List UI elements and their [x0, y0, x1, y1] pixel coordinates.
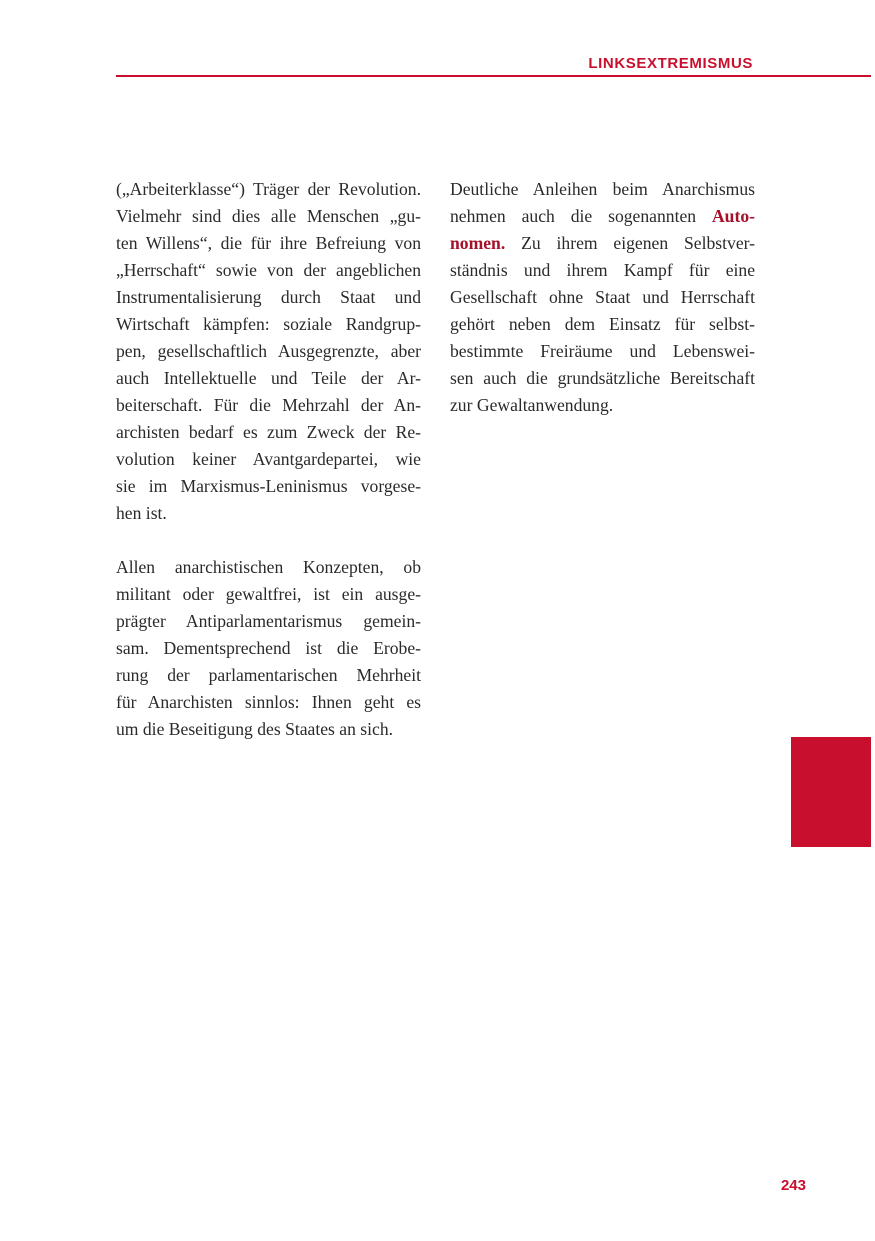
text-line: militant oder gewaltfrei, ist ein ausge- — [116, 584, 421, 604]
running-head-title: LINKSEXTREMISMUS — [588, 55, 753, 72]
text-line: archisten bedarf es zum Zweck der Re- — [116, 422, 421, 442]
text-line — [450, 203, 755, 230]
text-line: sen auch die grundsätzliche Bereitschaft — [450, 368, 755, 388]
text-line: gehört neben dem Einsatz für selbst- — [450, 314, 755, 334]
text-line: Allen anarchistischen Konzepten, ob — [116, 557, 421, 577]
text-line: sam. Dementsprechend ist die Erobe- — [116, 638, 421, 658]
text-line: Wirtschaft kämpfen: soziale Randgrup- — [116, 314, 421, 334]
text-line: sie im Marxismus-Leninismus vorgese- — [116, 476, 421, 496]
right-column — [450, 176, 755, 419]
text-line: zur Gewaltanwendung. — [450, 395, 614, 415]
text-fragment: nehmen auch die sogenannten — [450, 206, 697, 226]
text-line: pen, gesellschaftlich Ausgegrenzte, aber — [116, 341, 421, 361]
keyword-autonomen-part1: Auto- — [711, 206, 755, 226]
keyword-autonomen-part2: nomen. — [450, 233, 506, 253]
text-line: hen ist. — [116, 503, 167, 523]
text-line: für Anarchisten sinnlos: Ihnen geht es — [116, 692, 421, 712]
text-fragment: Zu ihrem eigenen Selbstver- — [521, 233, 755, 253]
text-line: („Arbeiterklasse“) Träger der Revolution. — [116, 179, 421, 199]
paragraph-antiparliamentarism — [116, 554, 421, 743]
paragraph-anarchism-revolution — [116, 176, 421, 527]
paragraph-autonomous — [450, 176, 755, 419]
text-line: auch Intellektuelle und Teile der Ar- — [116, 368, 421, 388]
text-line: beiterschaft. Für die Mehrzahl der An- — [116, 395, 421, 415]
paragraph-spacer — [116, 527, 421, 554]
text-line: ständnis und ihrem Kampf für eine — [450, 260, 755, 280]
text-line — [450, 230, 755, 257]
chapter-thumb-tab — [791, 737, 871, 847]
left-column — [116, 176, 421, 743]
text-line: prägter Antiparlamentarismus gemein- — [116, 611, 421, 631]
text-line: Deutliche Anleihen beim Anarchismus — [450, 179, 755, 199]
text-line: ten Willens“, die für ihre Befreiung von — [116, 233, 421, 253]
text-line: Gesellschaft ohne Staat und Herrschaft — [450, 287, 755, 307]
text-line: rung der parlamentarischen Mehrheit — [116, 665, 421, 685]
text-line: volution keiner Avantgardepartei, wie — [116, 449, 421, 469]
header-rule — [116, 75, 871, 77]
text-line: „Herrschaft“ sowie von der angeblichen — [116, 260, 421, 280]
text-line: Instrumentalisierung durch Staat und — [116, 287, 421, 307]
text-line: bestimmte Freiräume und Lebenswei- — [450, 341, 755, 361]
text-line: um die Beseitigung des Staates an sich. — [116, 719, 394, 739]
page-number: 243 — [780, 1177, 806, 1194]
text-line: Vielmehr sind dies alle Menschen „gu- — [116, 206, 421, 226]
